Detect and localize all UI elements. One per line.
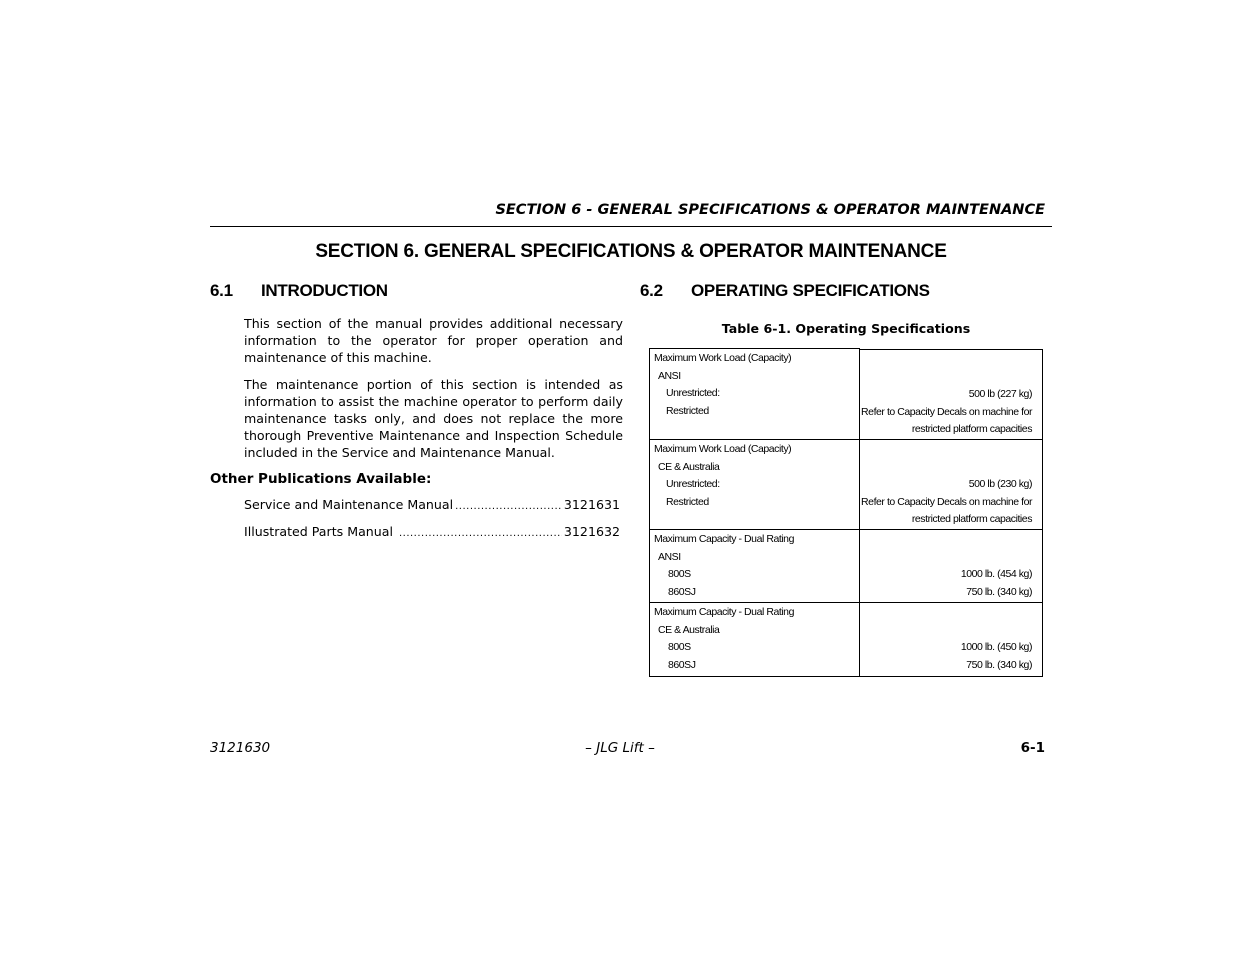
spec-label: 860SJ (668, 658, 696, 671)
spec-label: Maximum Work Load (Capacity) (654, 352, 792, 364)
spec-value (860, 369, 1032, 387)
publication-row (244, 524, 620, 539)
spec-value: 500 lb (230 kg) (968, 478, 1032, 490)
table-cell-value (859, 349, 1043, 440)
spec-value (860, 622, 1032, 640)
spec-value (860, 604, 1032, 622)
running-head: SECTION 6 - GENERAL SPECIFICATIONS & OPERATOR MAINTENANCE (495, 202, 1045, 218)
publication-title: Illustrated Parts Manual (244, 524, 393, 539)
operating-heading-number: 6.2 (640, 281, 663, 300)
publication-number: 3121632 (563, 524, 620, 539)
spec-value: restricted platform capacities (911, 423, 1032, 435)
table-cell-spec (649, 348, 860, 440)
spec-label: Maximum Capacity - Dual Rating (654, 533, 794, 545)
spec-label: ANSI (658, 369, 681, 382)
spec-value (860, 459, 1032, 477)
spec-value: Refer to Capacity Decals on machine for (861, 405, 1032, 418)
intro-heading (210, 281, 388, 301)
spec-label: CE & Australia (658, 623, 720, 636)
spec-label: 860SJ (668, 585, 696, 598)
table-caption: Table 6-1. Operating Specifications (721, 321, 971, 336)
spec-label: CE & Australia (658, 460, 720, 473)
table-cell-value (859, 602, 1043, 677)
spec-value: restricted platform capacities (911, 513, 1032, 525)
table-cell-value (859, 529, 1043, 603)
page-number: 6-1 (1020, 740, 1045, 756)
spec-label: Unrestricted: (666, 478, 720, 490)
spec-value: 500 lb (227 kg) (968, 388, 1032, 400)
operating-heading (640, 281, 930, 301)
spec-label: Restricted (666, 495, 709, 508)
spec-label: 800S (668, 641, 691, 653)
intro-heading-number: 6.1 (210, 281, 233, 300)
intro-heading-text: INTRODUCTION (261, 281, 388, 300)
spec-label: Maximum Work Load (Capacity) (654, 443, 792, 455)
spec-value: 750 lb. (340 kg) (966, 658, 1032, 671)
spec-label: Maximum Capacity - Dual Rating (654, 606, 794, 618)
spec-label: 800S (668, 568, 691, 580)
spec-value: 1000 lb. (454 kg) (960, 568, 1032, 580)
table-cell-value (859, 439, 1043, 530)
dot-leader (455, 501, 562, 512)
spec-value (860, 351, 1032, 369)
spec-value: Refer to Capacity Decals on machine for (861, 495, 1032, 508)
footer-document-number: 3121630 (210, 740, 271, 756)
table-cell-spec (649, 529, 860, 603)
spec-value (860, 531, 1032, 549)
operating-heading-text: OPERATING SPECIFICATIONS (691, 281, 930, 300)
table-cell-spec (649, 439, 860, 530)
spec-label: ANSI (658, 550, 681, 563)
intro-paragraph-2: The maintenance portion of this section is intended as information to assist the machine operator to perform daily maintenance tasks only, and does not replace the more thorough Preventive Maintenance and Inspection Schedule included in the Service and Maintenance Manual. (244, 377, 623, 460)
publication-number: 3121631 (563, 497, 620, 512)
spec-label: Unrestricted: (666, 387, 720, 399)
intro-paragraph-1: This section of the manual provides additional necessary information to the operator for proper operation and maintenance of this machine. (244, 316, 623, 365)
table-cell-spec (649, 602, 860, 677)
publication-title: Service and Maintenance Manual (244, 497, 454, 512)
section-title: SECTION 6. GENERAL SPECIFICATIONS & OPERATOR MAINTENANCE (315, 241, 947, 262)
publication-row (244, 497, 620, 512)
header-rule (210, 226, 1052, 227)
spec-value: 1000 lb. (450 kg) (960, 641, 1032, 653)
spec-value: 750 lb. (340 kg) (966, 585, 1032, 598)
dot-leader (399, 528, 562, 539)
other-publications-heading: Other Publications Available: (210, 471, 432, 487)
spec-value (860, 549, 1032, 567)
spec-value (860, 441, 1032, 459)
spec-label: Restricted (666, 404, 709, 417)
footer-publisher: – JLG Lift – (585, 740, 655, 756)
